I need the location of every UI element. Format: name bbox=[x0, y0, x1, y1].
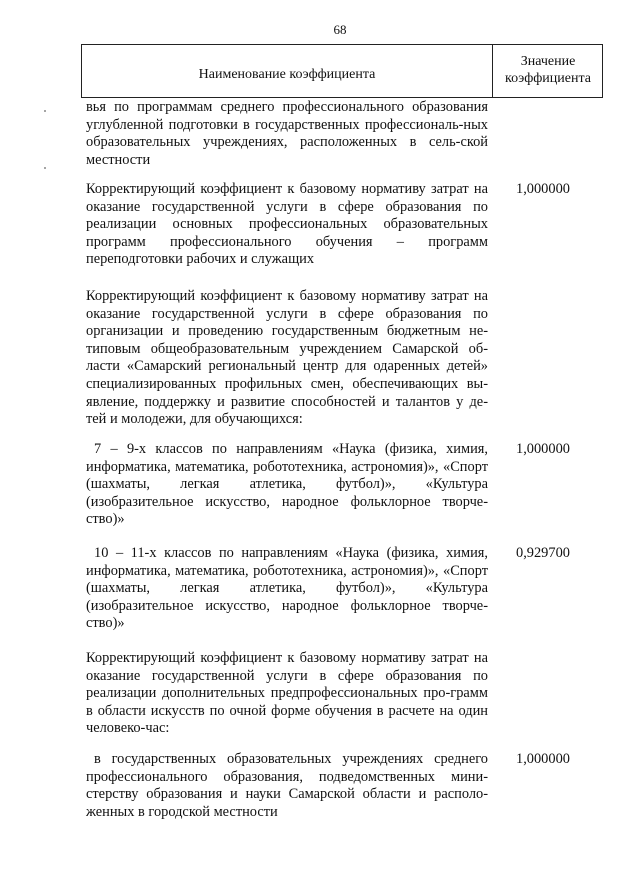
row-value: 1,000000 bbox=[516, 181, 570, 197]
page-number: 68 bbox=[333, 22, 347, 37]
row-text: 10 – 11-х классов по направлениям «Наука (физика, химия, информатика, математика, робототехника, астрономия)», «Спорт (шахматы, легкая атлетика, футбол)», «Культура (изобразительное искусство, народное фольклорное творче-ство)» bbox=[86, 545, 488, 632]
row-value: 1,000000 bbox=[516, 751, 570, 767]
row-value: 0,929700 bbox=[516, 545, 570, 561]
row-text: вья по программам среднего профессионального образования углубленной подготовки в государственных профессиональ-ных образовательных учреждениях, расположенных в сель-ской местности bbox=[86, 99, 488, 168]
row-text: 7 – 9-х классов по направлениям «Наука (физика, химия, информатика, математика, робототехника, астрономия)», «Спорт (шахматы, легкая атлетика, футбол)», «Культура (изобразительное искусство, народное фольклорное творче-ство)» bbox=[86, 441, 488, 528]
scan-artifact bbox=[44, 167, 46, 169]
row-text: Корректирующий коэффициент к базовому нормативу затрат на оказание государственной услуги в сфере образования по реализации дополнительных предпрофессиональных про-грамм в области искусств по очной форме обучения в расчете на один человеко-час: bbox=[86, 650, 488, 737]
row-text: Корректирующий коэффициент к базовому нормативу затрат на оказание государственной услуги в сфере образования по реализации основных профессиональных образовательных программ профессионального обучения – программ переподготовки рабочих и служащих bbox=[86, 181, 488, 268]
scan-artifact bbox=[44, 110, 46, 112]
column-header-name: Наименование коэффициента bbox=[198, 67, 376, 82]
row-text: Корректирующий коэффициент к базовому нормативу затрат на оказание государственной услуги в сфере образования по организации и проведению государственным бюджетным не-типовым общеобразовательным учреждением Самарской об-ласти «Самарский региональный центр для одаренных детей» специализированных профильных смен, обеспечивающих вы-явление, поддержку и развитие способностей и талантов у де-тей и молодежи, для обучающихся: bbox=[86, 288, 488, 428]
column-header-value: Значение коэффициента bbox=[505, 54, 591, 86]
row-value: 1,000000 bbox=[516, 441, 570, 457]
row-text: в государственных образовательных учреждениях среднего профессионального образования, подведомственных мини-стерству образования и науки Самарской области и располо-женных в городской местности bbox=[86, 751, 488, 820]
table-header bbox=[81, 44, 603, 98]
